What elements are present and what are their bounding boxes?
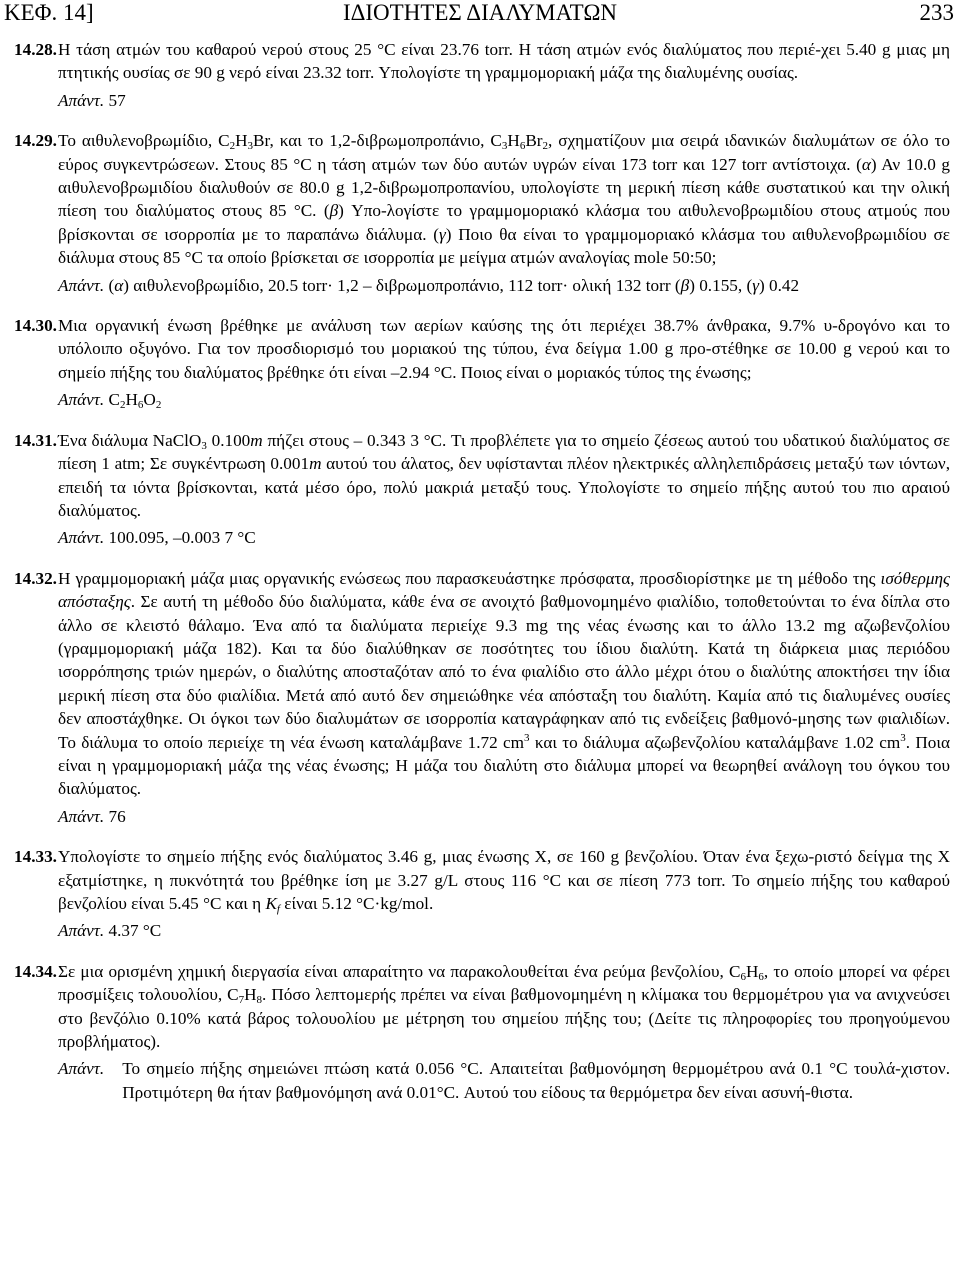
- problem-14-32: [14, 567, 950, 801]
- text-part: είναι 5.12 °C·kg/mol.: [279, 894, 434, 913]
- text-part: H: [235, 131, 248, 151]
- answer-text: C: [108, 390, 120, 410]
- subscript: 2: [542, 140, 548, 153]
- text-part: πήζει στους – 0.343 3 °C. Τι προβλέπετε για το σημείο ζέσεως αυτού του υδατικού διαλύματος σε πίεση 1 atm; Σε συγκέντρωση 0.001: [58, 430, 951, 474]
- problem-number: 14.28.: [14, 40, 57, 59]
- answer-14-33: [14, 919, 950, 942]
- problem-number: 14.32.: [14, 568, 57, 588]
- answer-14-28: [14, 89, 950, 112]
- part-marker: β: [680, 275, 690, 295]
- part-marker: γ: [752, 275, 759, 295]
- answer-text: ) 0.155, (: [689, 275, 753, 295]
- molality-symbol: m: [250, 430, 263, 450]
- constant-symbol: K: [265, 894, 277, 913]
- text-part: Ένα διάλυμα NaClO: [58, 430, 202, 450]
- problem-14-31: [14, 429, 950, 523]
- problem-14-30: [14, 314, 950, 384]
- problem-text: Η τάση ατμών του καθαρού νερού στους 25 °C είναι 23.76 torr. Η τάση ατμών ενός διαλύματος που περιέ-χει 5.40 g μιας μη πτητικής ουσίας σε 90 g νερό είναι 23.32 torr. Υπολογίστε τη γραμμομοριακή μάζα της διαλυμένης ουσίας.: [58, 40, 950, 83]
- subscript: 6: [758, 970, 764, 983]
- part-marker: β: [329, 201, 339, 221]
- subscript: 2: [119, 399, 126, 412]
- running-header: [0, 0, 960, 30]
- answer-text: 57: [108, 90, 126, 110]
- answer-label: Απάντ.: [58, 390, 105, 410]
- subscript: 2: [229, 140, 236, 153]
- answer-text: (: [108, 275, 115, 295]
- answer-text: O: [143, 390, 156, 410]
- text-part: . Πόσο λεπτομερής πρέπει να είναι βαθμονομημένη η κλίμακα του θερμομέτρου για να ανιχνεύσει στο βενζόλιο 0.10% κατά βάρος τολουολίου με μέτρηση του σημείου πήξης του; (Δείτε τις πληροφορίες του προηγούμενου προβλήματος).: [58, 985, 950, 1052]
- subscript: 3: [247, 140, 254, 153]
- problem-number: 14.33.: [14, 847, 57, 867]
- superscript: 3: [524, 731, 530, 744]
- text-part: αυτού του άλατος, δεν υφίστανται πλέον ηλεκτρικές αλληλεπιδράσεις μεταξύ των ιόντων, επειδή τα ιόντα βρίσκονται, κατά μέσο όρο, πολύ μακριά μεταξύ τους. Υπολογίστε το σημείο πήξης αυτού του πιο αραιού διαλύματος.: [58, 454, 950, 520]
- text-part: . Ποια είναι η γραμμομοριακή μάζα της νέας ένωσης; Η μάζα του διαλύτη στο διάλυμα μπορεί να θεωρηθεί ανάλογη του όγκου του διαλύματος.: [58, 732, 950, 799]
- answer-14-31: [14, 526, 950, 549]
- subscript: 6: [519, 140, 526, 153]
- text-part: ) Υπο-λογίστε το γραμμομοριακό κλάσμα του αιθυλενοβρωμιδίου στους ατμούς που βρίσκονται σε ισορροπία με το παραπάνω διάλυμα. (: [58, 201, 950, 244]
- answer-14-30: [14, 388, 950, 411]
- answer-label: Απάντ.: [58, 921, 105, 941]
- subscript: 3: [501, 140, 508, 153]
- subscript: 2: [155, 399, 162, 412]
- text-part: , σχηματίζουν μια σειρά ιδανικών διαλυμάτων σε όλο το εύρος συγκεντρώσεων. Στους 85 °C η τάση ατμών των δύο αυτών υγρών είναι 173 torr και 127 torr αντίστοιχα. (: [58, 131, 950, 174]
- part-marker: γ: [439, 224, 446, 244]
- text-part: . Σε αυτή τη μέθοδο δύο διαλύματα, κάθε ένα σε ανοιχτό βαθμονομημένο φιαλίδιο, τοποθετούνται το ένα δίπλα στο άλλο σε κλειστό θάλαμο. Ένα από τα διαλύματα περιείχε 9.3 mg της νέας ένωσης και το άλλο 13.2 mg αζωβενζολίου (γραμμομοριακή μάζα 182). Και τα δύο διαλύθηκαν σε ποσότητες του ίδιου διαλύτη. Κατά τη διάρκεια μιας περιόδου ισορρόπησης τριών ημερών, ο διαλύτης αποσταζόταν από το ένα φιαλίδιο στο άλλο μέχρι ότου ο διαλύτης αποκτήσει την ίδια μερική πίεση στα δύο φιαλίδια. Μετά από αυτό δεν σημειώθηκε νέα απόσταξη του διαλύτη. Καμία από τις διαλυμένες ουσίες δεν αποστάχθηκε. Οι όγκοι των δύο διαλυμάτων σε ισορροπία καταγράφηκαν από τις ενδείξεις βαθμονό-μησης των φιαλιδίων. Το διάλυμα το οποίο περιείχε τη νέα ένωση καταλάμβανε 1.72 cm: [58, 592, 950, 752]
- text-part: ) Αν 10.0 g αιθυλενοβρωμιδίου διαλυθούν σε 80.0 g 1,2-διβρωμοπροπανίου, υπολογίστε τη μερική πίεση κάθε συστατικού και την ολική πίεση του διαλύματος στους 85 °C. (: [58, 154, 951, 221]
- answer-text: ) αιθυλενοβρωμίδιο, 20.5 torr· 1,2 – διβρωμοπροπάνιο, 112 torr· ολική 132 torr (: [123, 275, 681, 295]
- problem-text: Μια οργανική ένωση βρέθηκε με ανάλυση των αερίων καύσης της ότι περιέχει 38.7% άνθρακα, 9.7% υ-δρογόνο και το υπόλοιπο οξυγόνο. Για τον προσδιορισμό του μοριακού της τύπου, ένα δείγμα 1.00 g προ-στέθηκε σε 10.00 g νερού και το σημείο πήξης του διαλύματος βρέθηκε ότι είναι –2.94 °C. Ποιος είναι ο μοριακός τύπος της ένωσης;: [58, 316, 950, 382]
- text-part: H: [244, 985, 257, 1005]
- text-part: ) Ποιο θα είναι το γραμμομοριακό κλάσμα του αιθυλενοβρωμιδίου σε διάλυμα στους 85 °C τα οποίο βρίσκεται σε ισορροπία με μείγμα ατμών αναλογίας mole 50:50;: [58, 224, 950, 268]
- subscript: 6: [740, 970, 746, 983]
- answer-text: 4.37 °C: [108, 921, 162, 941]
- answer-label: Απάντ.: [58, 1059, 105, 1079]
- answer-14-29: [14, 274, 950, 297]
- chapter-label: ΚΕΦ. 14]: [4, 0, 94, 25]
- answer-text: Το σημείο πήξης σημειώνει πτώση κατά 0.056 °C. Απαιτείται βαθμονόμηση θερμομέτρου ανά 0.1 °C τουλά-χιστον. Προτιμότερη θα ήταν βαθμονόμηση ανά 0.01°C. Αυτού του είδους τα θερμόμετρα δεν είναι ασυνή-θιστα.: [122, 1059, 950, 1102]
- text-part: H: [507, 131, 520, 151]
- answer-label: Απάντ.: [58, 90, 105, 110]
- page-number: 233: [919, 0, 954, 25]
- part-marker: α: [114, 275, 124, 295]
- method-term: ισόθερμης απόσταξης: [58, 568, 950, 612]
- answer-text: ) 0.42: [758, 275, 800, 295]
- text-part: Br, και το 1,2-διβρωμοπροπάνιο, C: [253, 131, 502, 151]
- answer-text: 100.095, –0.003 7 °C: [108, 528, 256, 548]
- text-part: Το αιθυλενοβρωμίδιο, C: [58, 131, 230, 151]
- text-part: Υπολογίστε το σημείο πήξης ενός διαλύματος 3.46 g, μιας ένωσης X, σε 160 g βενζολίου. Όταν ένα ξεχω-ριστό δείγμα της X εξατμίστηκε, η πυκνότητά του βρέθηκε ίση με 3.27 g/L στους 116 °C και σε πίεση 773 torr. Το σημείο πήξης του καθαρού βενζολίου είναι 5.45 °C και η: [58, 847, 950, 913]
- subscript: 7: [238, 994, 245, 1007]
- text-part: H: [745, 961, 759, 981]
- problem-number: 14.31.: [14, 430, 57, 450]
- molality-symbol: m: [309, 454, 322, 474]
- text-part: 0.100: [206, 430, 251, 450]
- problem-14-29: [14, 129, 950, 269]
- problem-number: 14.34.: [14, 961, 57, 981]
- problem-14-34: [14, 960, 950, 1054]
- part-marker: α: [861, 154, 871, 174]
- subscript: f: [276, 903, 280, 915]
- problem-14-28: [14, 38, 950, 85]
- text-part: Η γραμμομοριακή μάζα μιας οργανικής ενώσεως που παρασκευάστηκε πρόσφατα, προσδιορίστηκε με τη μέθοδο της: [58, 568, 881, 588]
- subscript: 8: [256, 994, 263, 1007]
- answer-text: H: [125, 390, 138, 410]
- text-part: και το διάλυμα αζωβενζολίου καταλάμβανε 1.02 cm: [529, 732, 901, 752]
- text-part: , το οποίο μπορεί να φέρει προσμίξεις τολουολίου, C: [58, 961, 951, 1005]
- problem-number: 14.29.: [14, 131, 57, 151]
- answer-label: Απάντ.: [58, 806, 105, 826]
- problem-number: 14.30.: [14, 316, 57, 336]
- answer-text: 76: [108, 806, 126, 826]
- text-part: Σε μια ορισμένη χημική διεργασία είναι απαραίτητο να παρακολουθείται ένα ρεύμα βενζολίου, C: [58, 961, 741, 981]
- text-part: Br: [525, 131, 543, 151]
- problem-list: [14, 38, 950, 1104]
- answer-label: Απάντ.: [58, 528, 105, 548]
- subscript: 3: [201, 439, 207, 452]
- running-title: ΙΔΙΟΤΗΤΕΣ ΔΙΑΛΥΜΑΤΩΝ: [342, 0, 618, 25]
- answer-14-32: [14, 805, 950, 828]
- problem-14-33: [14, 845, 950, 915]
- answer-label: Απάντ.: [58, 275, 105, 295]
- superscript: 3: [900, 731, 906, 744]
- answer-14-34: [14, 1057, 950, 1104]
- subscript: 6: [137, 399, 144, 412]
